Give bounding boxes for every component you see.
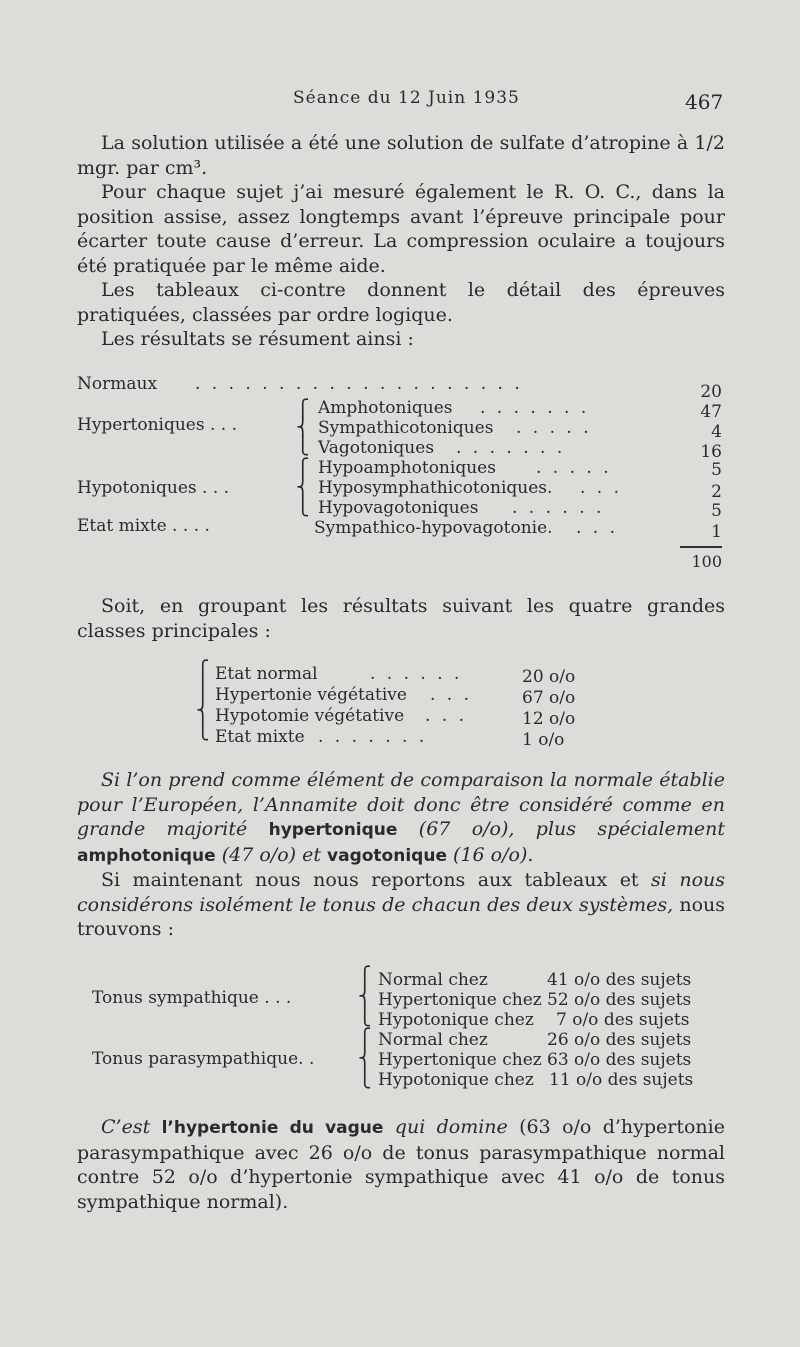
systems-text-c: nous trouvons : bbox=[77, 893, 725, 940]
tonus-value: 7 o/o des sujets bbox=[556, 1010, 690, 1030]
tonus-value: 41 o/o des sujets bbox=[547, 970, 692, 990]
tonus-label: Hypertonique chez bbox=[378, 990, 542, 1010]
table1-value: 5 bbox=[711, 501, 722, 521]
brace: ⎧ bbox=[196, 660, 210, 681]
tonus-label: Normal chez bbox=[378, 1030, 488, 1050]
running-title: Séance du 12 Juin 1935 bbox=[293, 88, 520, 108]
table1-sub-dots: . . . bbox=[576, 518, 619, 538]
table1-value: 5 bbox=[711, 460, 722, 480]
intro-paragraph-2: Pour chaque sujet j’ai mesuré également le R. O. C., dans la position assise, assez longtemps avant l’épreuve principale pour écarter toute cause d’erreur. La compression oculaire a toujours été pratiquée par le même aide. bbox=[77, 181, 725, 277]
table1-sub-dots: . . . . . . . bbox=[456, 438, 566, 458]
systems-text-a: Si maintenant nous nous reportons aux tableaux et bbox=[101, 869, 639, 891]
tonus-value: 26 o/o des sujets bbox=[547, 1030, 692, 1050]
intro-paragraph-4: Les résultats se résument ainsi : bbox=[101, 328, 414, 350]
table1-value: 4 bbox=[711, 422, 722, 442]
table1-value: 16 bbox=[700, 442, 722, 462]
summary-value: 1 o/o bbox=[522, 730, 565, 750]
table1-group-hypotoniques: Hypotoniques . . . bbox=[77, 478, 230, 498]
table1-sub-label: Amphotoniques bbox=[318, 398, 453, 418]
intro-paragraph-3: Les tableaux ci-contre donnent le détail des épreuves pratiquées, classées par ordre logique. bbox=[77, 279, 725, 326]
table1-sub-label: Vagotoniques bbox=[318, 438, 435, 458]
brace: ⎩ bbox=[358, 1006, 372, 1027]
conclusion-italic-g: (16 o/o). bbox=[453, 843, 534, 866]
conclusion-bold-hypertonique: hypertonique bbox=[268, 820, 398, 840]
summary-dots: . . . . . . bbox=[370, 664, 463, 684]
total-rule bbox=[680, 546, 722, 548]
summary-value: 67 o/o bbox=[522, 688, 576, 708]
table1-value: 20 bbox=[700, 382, 722, 402]
table1-sub-dots: . . . . . . . bbox=[480, 398, 590, 418]
tonus-group-sympathique: Tonus sympathique . . . bbox=[92, 988, 292, 1008]
brace: ⎩ bbox=[196, 720, 210, 741]
tonus-label: Hypertonique chez bbox=[378, 1050, 542, 1070]
tonus-label: Hypotonique chez bbox=[378, 1010, 534, 1030]
table1-sub-label: Hypovagotoniques bbox=[318, 498, 479, 518]
tonus-label: Hypotonique chez bbox=[378, 1070, 534, 1090]
grouping-text: Soit, en groupant les résultats suivant les quatre grandes classes principales : bbox=[77, 595, 725, 642]
brace: ⎩ bbox=[296, 435, 310, 456]
running-header bbox=[0, 88, 800, 118]
brace: ⎨ bbox=[296, 417, 310, 438]
conclusion-paragraph bbox=[77, 768, 725, 942]
brace: ⎧ bbox=[358, 1028, 372, 1049]
tonus-group-parasympathique: Tonus parasympathique. . bbox=[92, 1049, 315, 1069]
intro-paragraph-1: La solution utilisée a été une solution de sulfate d’atropine à 1/2 mgr. par cm³. bbox=[77, 132, 725, 179]
conclusion-bold-amphotonique: amphotonique bbox=[77, 845, 216, 866]
conclusion-italic-e: (47 o/o) et bbox=[221, 843, 321, 866]
brace: ⎩ bbox=[358, 1068, 372, 1089]
table1-sub-label: Hyposymphathicotoniques. bbox=[318, 478, 553, 498]
summary-label: Etat mixte bbox=[215, 727, 305, 747]
tonus-value: 52 o/o des sujets bbox=[547, 990, 692, 1010]
brace: ⎨ bbox=[296, 477, 310, 498]
summary-value: 12 o/o bbox=[522, 709, 576, 729]
summary-dots: . . . bbox=[430, 685, 473, 705]
brace: ⎨ bbox=[196, 700, 210, 721]
conclusion-italic-c: (67 o/o), plus spécialement bbox=[418, 818, 726, 840]
summary-dots: . . . bbox=[425, 706, 468, 726]
brace: ⎧ bbox=[296, 399, 310, 420]
summary-label: Hypotomie végétative bbox=[215, 706, 405, 726]
table1-group-normaux: Normaux bbox=[77, 374, 158, 394]
brace: ⎨ bbox=[358, 1048, 372, 1069]
table1-dots-normaux: . . . . . . . . . . . . . . . . . . . . bbox=[195, 374, 523, 394]
table1-sub-dots: . . . bbox=[580, 478, 623, 498]
table1-group-mixte: Etat mixte . . . . bbox=[77, 516, 210, 536]
summary-label: Hypertonie végétative bbox=[215, 685, 407, 705]
table1-sub-dots: . . . . . bbox=[516, 418, 592, 438]
table1-sub-dots: . . . . . . bbox=[512, 498, 605, 518]
summary-value: 20 o/o bbox=[522, 667, 576, 687]
final-bold-hypertonie: l’hypertonie du vague bbox=[161, 1118, 384, 1138]
table1-total: 100 bbox=[691, 552, 722, 571]
conclusion-bold-vagotonique: vagotonique bbox=[327, 845, 447, 866]
brace: ⎪ bbox=[196, 680, 210, 701]
systems-italic: si nous considérons isolément le tonus de chacun des deux systèmes, bbox=[77, 869, 725, 916]
tonus-value: 63 o/o des sujets bbox=[547, 1050, 692, 1070]
final-text: (63 o/o d’hypertonie parasympathique avec 26 o/o de tonus parasympathique normal contre 52 o/o d’hypertonie sympathique avec 41 o/o de tonus sympathique normal). bbox=[77, 1116, 725, 1213]
grouping-paragraph bbox=[77, 594, 725, 643]
final-italic-cest: C’est bbox=[101, 1116, 151, 1138]
table1-group-hypertoniques: Hypertoniques . . . bbox=[77, 415, 237, 435]
brace: ⎧ bbox=[296, 458, 310, 479]
tonus-label: Normal chez bbox=[378, 970, 488, 990]
table1-sub-label: Sympathicotoniques bbox=[318, 418, 494, 438]
table1-sub-dots: . . . . . bbox=[536, 458, 612, 478]
table1-value: 47 bbox=[700, 402, 722, 422]
final-italic-domine: qui domine bbox=[394, 1116, 508, 1138]
brace: ⎧ bbox=[358, 966, 372, 987]
table1-sub-label: Sympathico-hypovagotonie. bbox=[314, 518, 553, 538]
brace: ⎨ bbox=[358, 986, 372, 1007]
summary-label: Etat normal bbox=[215, 664, 318, 684]
summary-dots: . . . . . . . bbox=[318, 727, 428, 747]
table1-value: 1 bbox=[711, 522, 722, 542]
page-number: 467 bbox=[685, 90, 724, 114]
conclusion-italic-a: Si l’on prend comme élément de comparaison la normale établie pour l’Européen, l’Annamite doit donc être considéré comme en grande majorité bbox=[77, 769, 725, 840]
table1-sub-label: Hypoamphotoniques bbox=[318, 458, 496, 478]
tonus-value: 11 o/o des sujets bbox=[549, 1070, 694, 1090]
intro-text bbox=[77, 131, 725, 352]
table1-value: 2 bbox=[711, 482, 722, 502]
brace: ⎩ bbox=[296, 496, 310, 517]
final-paragraph bbox=[77, 1115, 725, 1214]
